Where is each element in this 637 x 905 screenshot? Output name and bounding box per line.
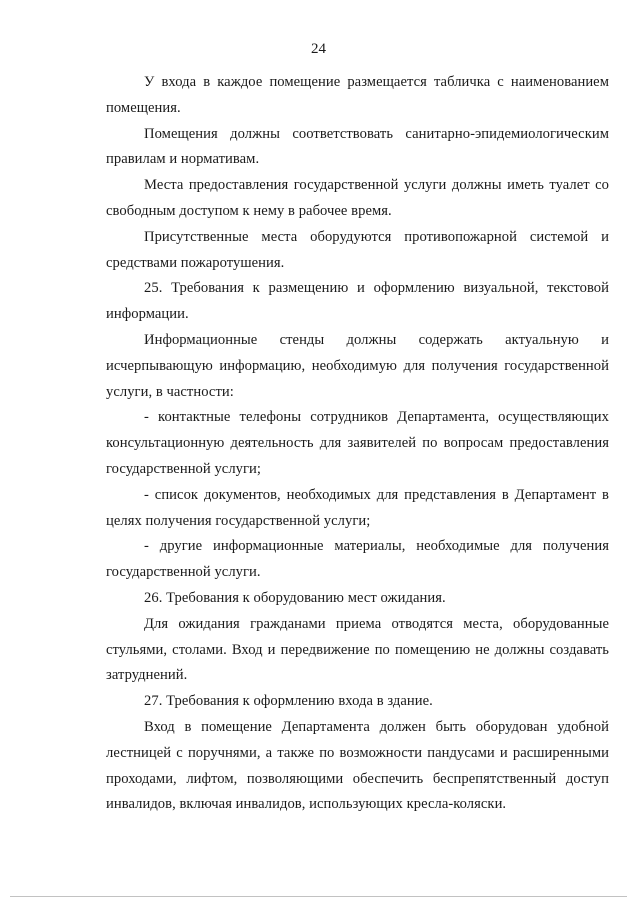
bottom-scan-line (10, 896, 627, 897)
list-item-phones: - контактные телефоны сотрудников Департамента, осуществляющих консультационную деятельность для заявителей по вопросам предоставления государственной услуги; (106, 409, 609, 477)
paragraph-entrance: Вход в помещение Департамента должен быть оборудован удобной лестницей с поручнями, а также по возможности пандусами и расширенными проходами, лифтом, позволяющими обеспечить беспрепятственный доступ инвалидов, включая инвалидов, использующих кресла-коляски. (106, 718, 609, 813)
section-heading-25: 25. Требования к размещению и оформлению визуальной, текстовой информации. (106, 280, 609, 323)
section-heading-26: 26. Требования к оборудованию мест ожидания. (144, 589, 446, 606)
list-item-other-materials: - другие информационные материалы, необходимые для получения государственной услуги. (106, 538, 609, 581)
paragraph-signage: У входа в каждое помещение размещается табличка с наименованием помещения. (106, 74, 609, 116)
list-item-documents: - список документов, необходимых для представления в Департамент в целях получения государственной услуги; (106, 486, 609, 529)
document-body (106, 70, 609, 818)
page-number: 24 (311, 41, 326, 57)
paragraph-fire-safety: Присутственные места оборудуются противопожарной системой и средствами пожаротушения. (106, 228, 609, 271)
paragraph-toilet: Места предоставления государственной услуги должны иметь туалет со свободным доступом к нему в рабочее время. (106, 177, 609, 219)
paragraph-sanitary: Помещения должны соответствовать санитарно-эпидемиологическим правилам и нормативам. (106, 125, 609, 168)
section-heading-27: 27. Требования к оформлению входа в здание. (144, 693, 433, 710)
paragraph-waiting-areas: Для ожидания гражданами приема отводятся места, оборудованные стульями, столами. Вход и передвижение по помещению не должны создавать затруднений. (106, 615, 609, 684)
paragraph-info-stands: Информационные стенды должны содержать актуальную и исчерпывающую информацию, необходимую для получения государственной услуги, в частности: (106, 331, 609, 400)
